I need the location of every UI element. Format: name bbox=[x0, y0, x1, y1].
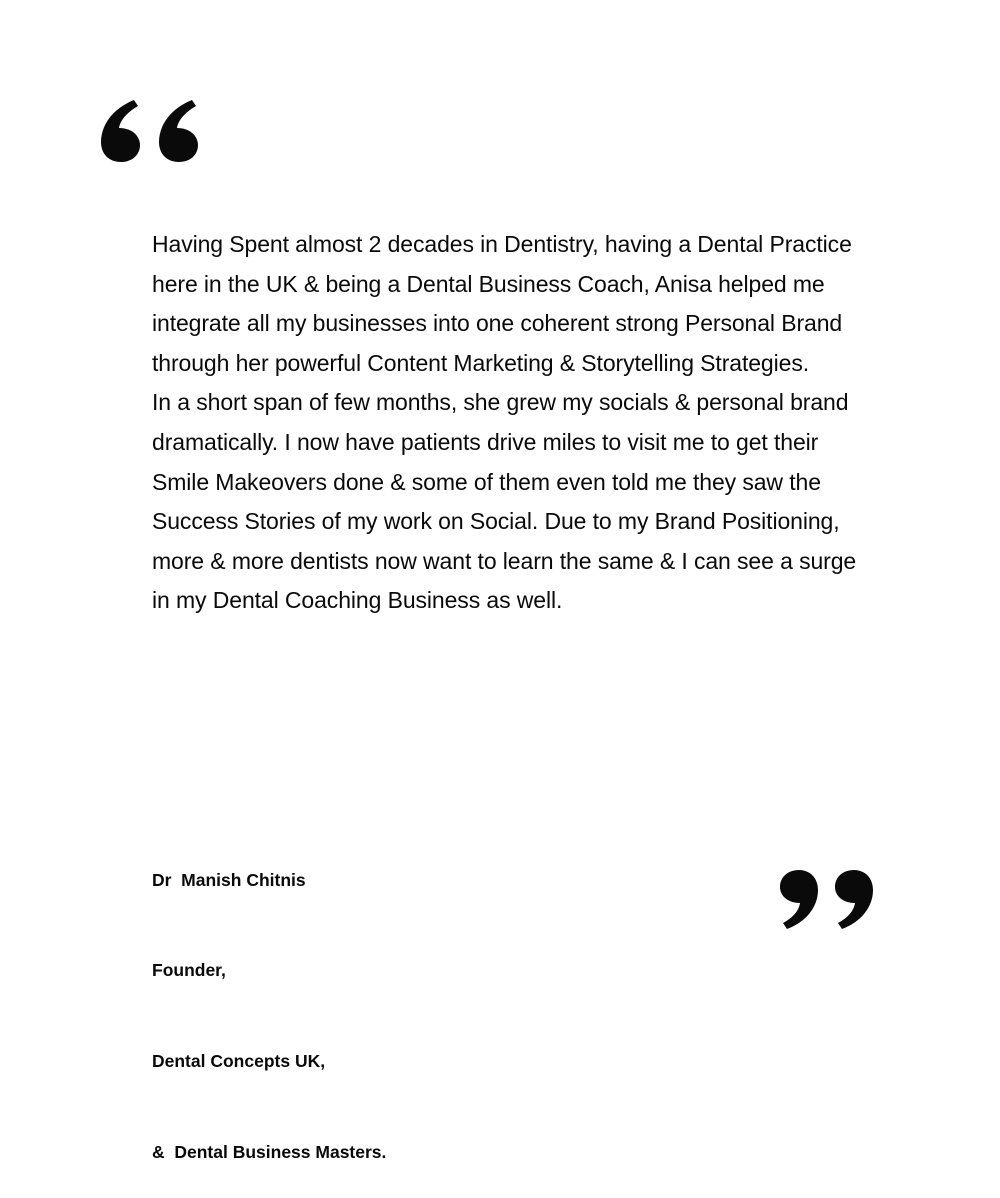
author-signature bbox=[152, 804, 386, 1198]
author-company-2: & Dental Business Masters. bbox=[152, 1142, 387, 1163]
testimonial-paragraph-2: In a short span of few months, she grew my socials & personal brand dramatically. I now have patients drive miles to visit me to get their Smile Makeovers done & some of them even told me they saw the Success Stories of my work on Social. Due to my Brand Positioning, more & more dentists now want to learn the same & I can see a surge in my Dental Coaching Business as well. bbox=[152, 389, 857, 614]
author-company-1: Dental Concepts UK, bbox=[152, 1051, 326, 1072]
testimonial-text bbox=[152, 225, 872, 621]
open-quote-icon bbox=[100, 98, 204, 162]
testimonial-paragraph-1: Having Spent almost 2 decades in Dentistry, having a Dental Practice here in the UK & being a Dental Business Coach, Anisa helped me integrate all my businesses into one coherent strong Personal Brand through her powerful Content Marketing & Storytelling Strategies. bbox=[152, 231, 852, 376]
author-role: Founder, bbox=[152, 960, 226, 981]
author-name: Dr Manish Chitnis bbox=[152, 869, 306, 890]
close-quote-icon bbox=[780, 870, 874, 930]
